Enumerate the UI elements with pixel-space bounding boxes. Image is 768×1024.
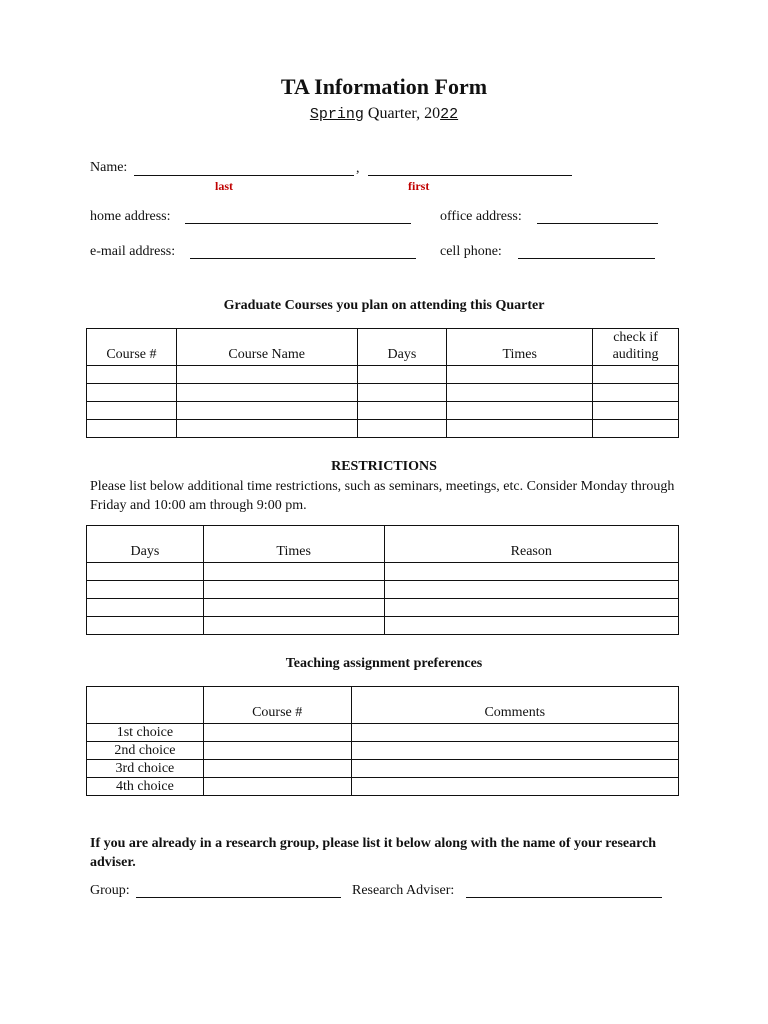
cell-phone-label: cell phone:: [440, 244, 502, 259]
col-reason: Reason: [384, 526, 679, 563]
col-times: Times: [447, 329, 593, 366]
table-row: [87, 581, 679, 599]
col-days: Days: [87, 526, 204, 563]
cell[interactable]: [447, 402, 593, 420]
cell[interactable]: [203, 581, 384, 599]
cell[interactable]: [87, 563, 204, 581]
table-row: [87, 563, 679, 581]
courses-header-row: [87, 329, 679, 366]
research-text: If you are already in a research group, please list it below along with the name of your research adviser.: [90, 836, 657, 870]
teaching-heading: Teaching assignment preferences: [285, 656, 483, 671]
cell[interactable]: [384, 563, 679, 581]
col-auditing: check if auditing: [593, 329, 679, 366]
office-address-label: office address:: [440, 209, 522, 224]
cell[interactable]: [447, 384, 593, 402]
cell[interactable]: [87, 581, 204, 599]
table-row: [87, 402, 679, 420]
group-field[interactable]: [136, 897, 341, 898]
table-row: [87, 742, 679, 760]
cell[interactable]: [87, 420, 177, 438]
cell[interactable]: [357, 420, 447, 438]
cell[interactable]: [203, 742, 351, 760]
email-field[interactable]: [190, 258, 416, 259]
restrictions-heading: RESTRICTIONS: [331, 459, 437, 474]
table-row: [87, 420, 679, 438]
cell[interactable]: [203, 724, 351, 742]
cell[interactable]: [447, 366, 593, 384]
year-suffix-field[interactable]: 22: [440, 106, 459, 123]
cell[interactable]: [176, 366, 357, 384]
group-label: Group:: [90, 883, 130, 898]
cell[interactable]: [384, 599, 679, 617]
cell[interactable]: [176, 420, 357, 438]
cell[interactable]: [87, 617, 204, 635]
form-title: TA Information Form: [280, 74, 488, 99]
cell[interactable]: [87, 599, 204, 617]
table-row: [87, 599, 679, 617]
quarter-term-field[interactable]: Spring: [309, 106, 364, 123]
restrictions-header-row: [87, 526, 679, 563]
table-row: [87, 778, 679, 796]
cell[interactable]: [593, 420, 679, 438]
cell[interactable]: [593, 366, 679, 384]
col-course-number: Course #: [203, 687, 351, 724]
cell[interactable]: [593, 384, 679, 402]
quarter-text: Quarter, 20: [363, 105, 441, 122]
col-course-number: Course #: [87, 329, 177, 366]
cell[interactable]: [87, 402, 177, 420]
col-comments: Comments: [351, 687, 678, 724]
col-times: Times: [203, 526, 384, 563]
cell[interactable]: [593, 402, 679, 420]
first-hint: first: [408, 179, 430, 193]
choice-label: 3rd choice: [87, 760, 204, 778]
last-hint: last: [215, 179, 233, 193]
table-row: [87, 724, 679, 742]
cell[interactable]: [351, 760, 678, 778]
table-row: [87, 366, 679, 384]
research-adviser-field[interactable]: [466, 897, 662, 898]
cell-phone-field[interactable]: [518, 258, 655, 259]
cell[interactable]: [203, 760, 351, 778]
cell[interactable]: [87, 384, 177, 402]
cell[interactable]: [357, 366, 447, 384]
teaching-header-row: [87, 687, 679, 724]
office-address-field[interactable]: [537, 223, 658, 224]
name-comma: ,: [356, 161, 360, 176]
courses-heading: Graduate Courses you plan on attending this Quarter: [223, 298, 545, 313]
col-days: Days: [357, 329, 447, 366]
cell[interactable]: [351, 742, 678, 760]
cell[interactable]: [87, 366, 177, 384]
name-label: Name:: [90, 160, 128, 175]
cell[interactable]: [384, 617, 679, 635]
first-name-field[interactable]: [368, 175, 572, 176]
cell[interactable]: [203, 599, 384, 617]
cell[interactable]: [447, 420, 593, 438]
table-row: [87, 384, 679, 402]
restrictions-text: Please list below additional time restrictions, such as seminars, meetings, etc. Consider Monday through Friday and 10:00 am through 9:00 pm.: [90, 479, 675, 513]
cell[interactable]: [176, 402, 357, 420]
cell[interactable]: [203, 563, 384, 581]
cell[interactable]: [357, 402, 447, 420]
quarter-line: [0, 105, 768, 123]
cell[interactable]: [384, 581, 679, 599]
cell[interactable]: [351, 778, 678, 796]
last-name-field[interactable]: [134, 175, 354, 176]
col-course-name: Course Name: [176, 329, 357, 366]
choice-label: 4th choice: [87, 778, 204, 796]
restrictions-table: [86, 525, 679, 635]
email-label: e-mail address:: [90, 244, 176, 259]
cell[interactable]: [203, 778, 351, 796]
research-adviser-label: Research Adviser:: [352, 883, 455, 898]
cell[interactable]: [176, 384, 357, 402]
home-address-field[interactable]: [185, 223, 411, 224]
choice-label: 2nd choice: [87, 742, 204, 760]
col-choice: [87, 687, 204, 724]
table-row: [87, 760, 679, 778]
courses-table: [86, 328, 679, 438]
cell[interactable]: [351, 724, 678, 742]
cell[interactable]: [357, 384, 447, 402]
cell[interactable]: [203, 617, 384, 635]
home-address-label: home address:: [90, 209, 171, 224]
teaching-table: [86, 686, 679, 796]
choice-label: 1st choice: [87, 724, 204, 742]
table-row: [87, 617, 679, 635]
